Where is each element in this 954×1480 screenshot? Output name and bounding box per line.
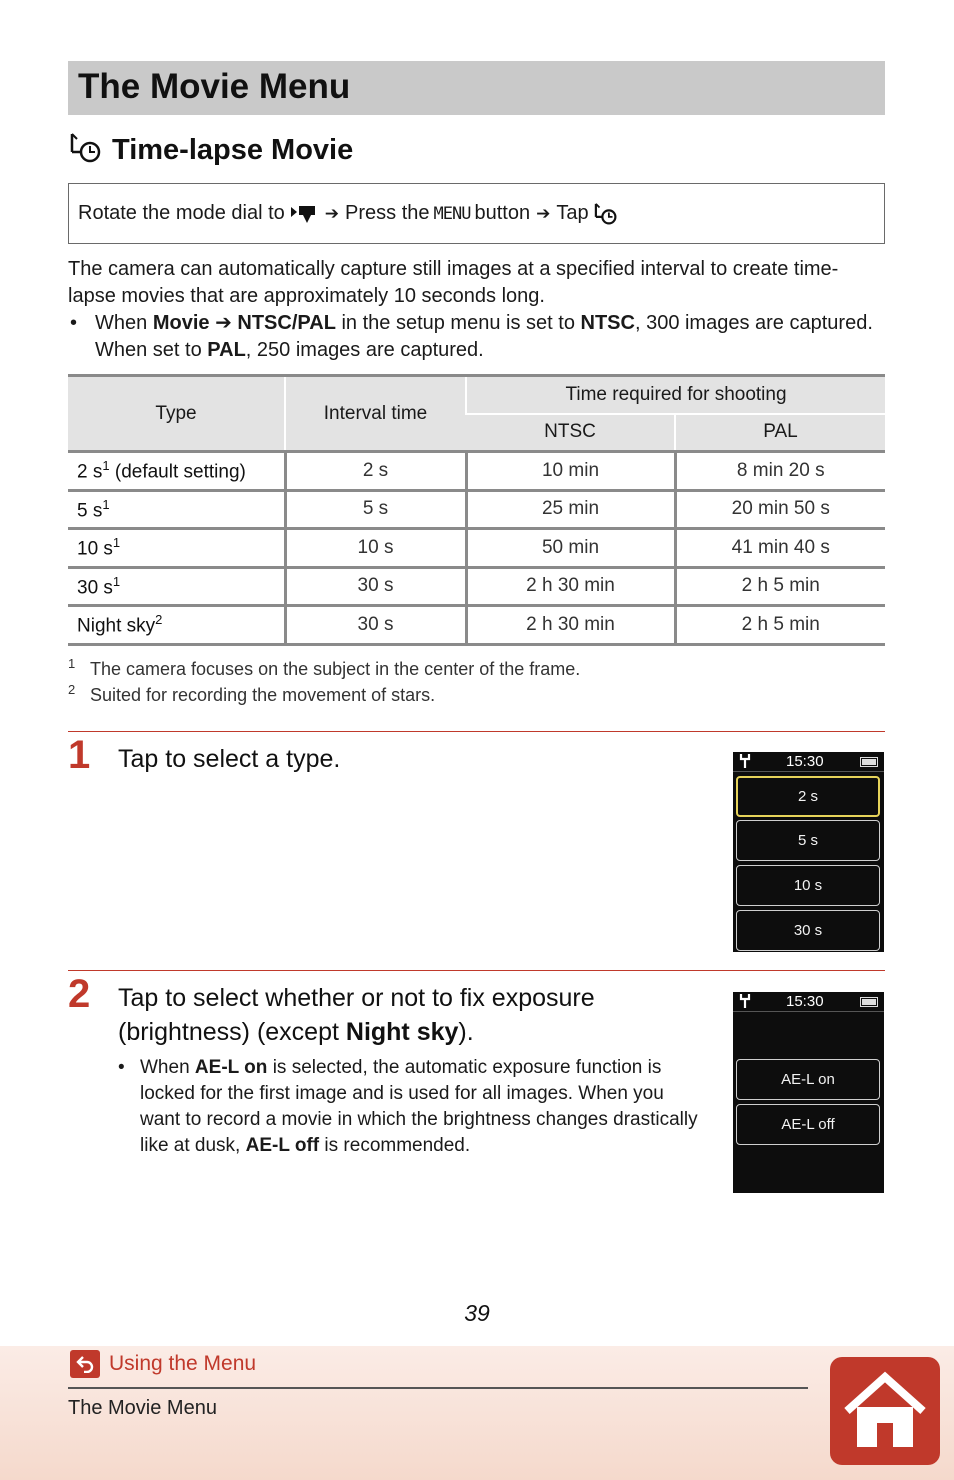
camera-screen-type: [733, 752, 884, 952]
type-option-30s[interactable]: 30 s: [736, 910, 880, 951]
step-2-number: 2: [68, 972, 91, 1016]
status-bar: [733, 992, 884, 1012]
type-option-10s[interactable]: 10 s: [736, 865, 880, 906]
col-pal-header: PAL: [675, 414, 885, 452]
status-bar: [733, 752, 884, 772]
nav-tap-text: Tap: [556, 202, 589, 224]
using-the-menu-link[interactable]: [70, 1350, 256, 1378]
clock-readout: 15:30: [786, 753, 824, 770]
step-2-bullet-text: When AE-L on is selected, the automatic exposure function is locked for the first image and is used for all images. When you want to record a movie in which the brightness changes drastically like at dusk, AE-L off is recommended.: [140, 1057, 698, 1156]
wrench-icon: [739, 753, 751, 773]
back-arrow-icon: [70, 1350, 100, 1378]
page-title-bar: [68, 61, 885, 115]
table-row: 5 $s^1$ 5 s 25 min 20 min 50 s: [68, 490, 885, 529]
bullet-dot: •: [70, 312, 78, 334]
home-button[interactable]: [830, 1357, 940, 1465]
movie-mode-icon: [289, 203, 319, 225]
type-option-5s[interactable]: 5 s: [736, 820, 880, 861]
wrench-icon: [739, 993, 751, 1013]
intro-bullet-text: When Movie ➔ NTSC/PAL in the setup menu is set to NTSC, 300 images are captured. When set to PAL, 250 images are captured.: [95, 312, 873, 361]
step-divider: [68, 731, 885, 732]
intro-paragraph: The camera can automatically capture still images at a specified interval to create time-lapse movies that are approximately 10 seconds long.: [68, 258, 839, 307]
time-lapse-table: [68, 374, 885, 646]
clock-readout: 15:30: [786, 993, 824, 1010]
time-lapse-icon: [593, 201, 619, 227]
arrow-icon: ➔: [324, 203, 340, 223]
nav-button-text: button: [474, 202, 531, 224]
page-number: 39: [464, 1300, 490, 1326]
col-ntsc-header: NTSC: [466, 414, 675, 452]
step-divider: [68, 970, 885, 971]
footer-divider: [68, 1387, 808, 1389]
time-lapse-icon: [68, 130, 104, 171]
ae-l-on-option[interactable]: AE-L on: [736, 1059, 880, 1100]
section-heading: [68, 130, 353, 170]
step-2-text: Tap to select whether or not to fix exposure (brightness) (except Night sky).: [118, 984, 595, 1046]
using-the-menu-label: Using the Menu: [109, 1352, 257, 1375]
type-option-2s[interactable]: 2 s: [736, 776, 880, 817]
breadcrumb: The Movie Menu: [68, 1397, 217, 1419]
section-title: Time-lapse Movie: [112, 133, 354, 166]
table-row: 10 $s^1$ 10 s 50 min 41 min 40 s: [68, 529, 885, 568]
col-required-header: Time required for shooting: [466, 376, 885, 414]
page-title: The Movie Menu: [78, 67, 351, 106]
arrow-icon: ➔: [536, 203, 551, 223]
table-row: Night sky$^2$ 30 s 2 h 30 min 2 h 5 min: [68, 606, 885, 645]
col-type-header: Type: [68, 376, 285, 452]
step-1-number: 1: [68, 733, 91, 777]
battery-icon: [860, 997, 878, 1007]
battery-icon: [860, 757, 878, 767]
intro-bullet: [68, 310, 878, 364]
bullet-dot: •: [118, 1057, 125, 1078]
table-row: 30 $s^1$ 30 s 2 h 30 min 2 h 5 min: [68, 567, 885, 606]
table-row: 2 $s^1$ (default setting) 2 s 10 min 8 min 20 s: [68, 452, 885, 491]
footnote: 2 Suited for recording the movement of stars.: [68, 682, 436, 705]
col-interval-header: Interval time: [285, 376, 466, 452]
footnote: 1 The camera focuses on the subject in the center of the frame.: [68, 656, 581, 679]
menu-button-label: MENU: [433, 203, 471, 224]
step-2-bullet: [118, 1055, 698, 1159]
step-1-text: Tap to select a type.: [118, 745, 341, 773]
navigation-path-box: [68, 183, 885, 244]
nav-rotate-text: Rotate the mode dial to: [78, 202, 285, 224]
home-icon: [841, 1371, 929, 1451]
ae-l-off-option[interactable]: AE-L off: [736, 1104, 880, 1145]
camera-screen-exposure: [733, 992, 884, 1193]
nav-press-text: Press the: [345, 202, 430, 224]
